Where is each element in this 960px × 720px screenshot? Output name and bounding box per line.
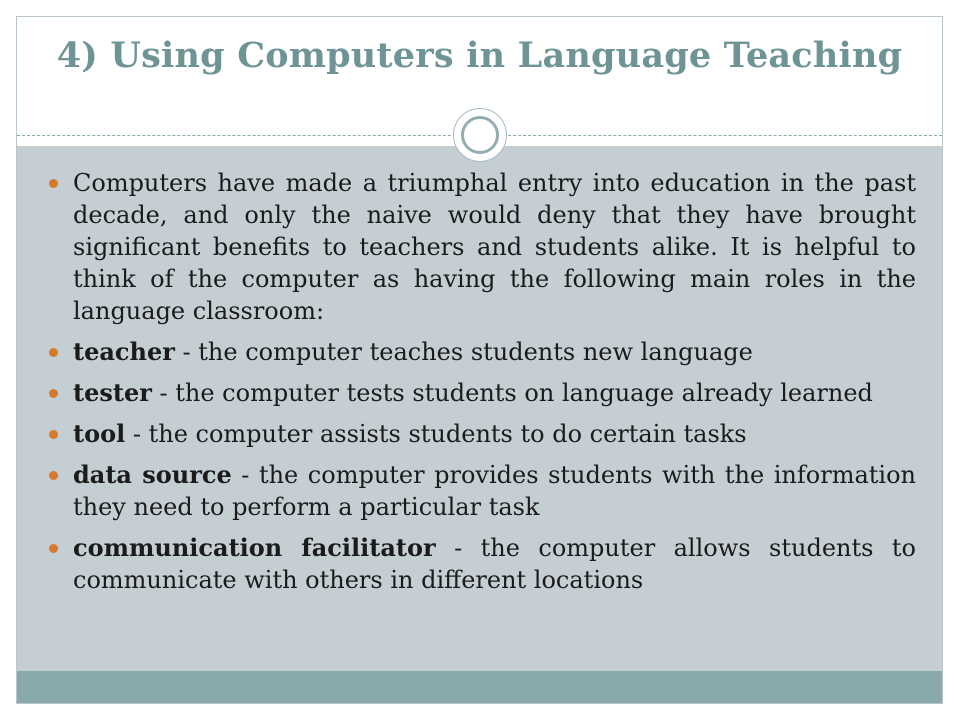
bullet-icon	[49, 430, 58, 439]
circle-ornament-ring	[461, 116, 499, 154]
role-term: data source	[73, 460, 232, 489]
bullet-icon	[49, 544, 58, 553]
role-term: teacher	[73, 337, 175, 366]
intro-text: Computers have made a triumphal entry into education in the past decade, and only the naive would deny that they have brought significant benefits to teachers and students alike. It is helpful to think of the computer as having the following main roles in the language classroom:	[73, 169, 916, 325]
role-description: - the computer assists students to do certain tasks	[125, 420, 747, 448]
role-description: - the computer tests students on language already learned	[151, 379, 873, 407]
slide-title: 4) Using Computers in Language Teaching	[56, 35, 903, 76]
bullet-list	[49, 167, 916, 605]
bullet-icon	[49, 348, 58, 357]
bullet-icon	[49, 389, 58, 398]
slide	[16, 16, 943, 704]
role-term: communication facilitator	[73, 533, 436, 562]
role-term: tool	[73, 419, 126, 448]
list-item-teacher	[49, 336, 916, 368]
footer-band	[17, 671, 942, 704]
circle-ornament-icon	[453, 108, 507, 162]
role-description: - the computer provides students with the information they need to perform a particular task	[73, 461, 916, 521]
role-term: tester	[73, 378, 152, 407]
bullet-icon	[49, 471, 58, 480]
bullet-icon	[49, 179, 58, 188]
list-item-tool	[49, 418, 916, 450]
list-item-tester	[49, 377, 916, 409]
list-item-intro	[49, 167, 916, 327]
role-description: - the computer teaches students new language	[174, 338, 753, 366]
list-item-data-source	[49, 459, 916, 523]
list-item-communication-facilitator	[49, 532, 916, 596]
role-description: - the computer allows students to communicate with others in different locations	[73, 534, 916, 594]
